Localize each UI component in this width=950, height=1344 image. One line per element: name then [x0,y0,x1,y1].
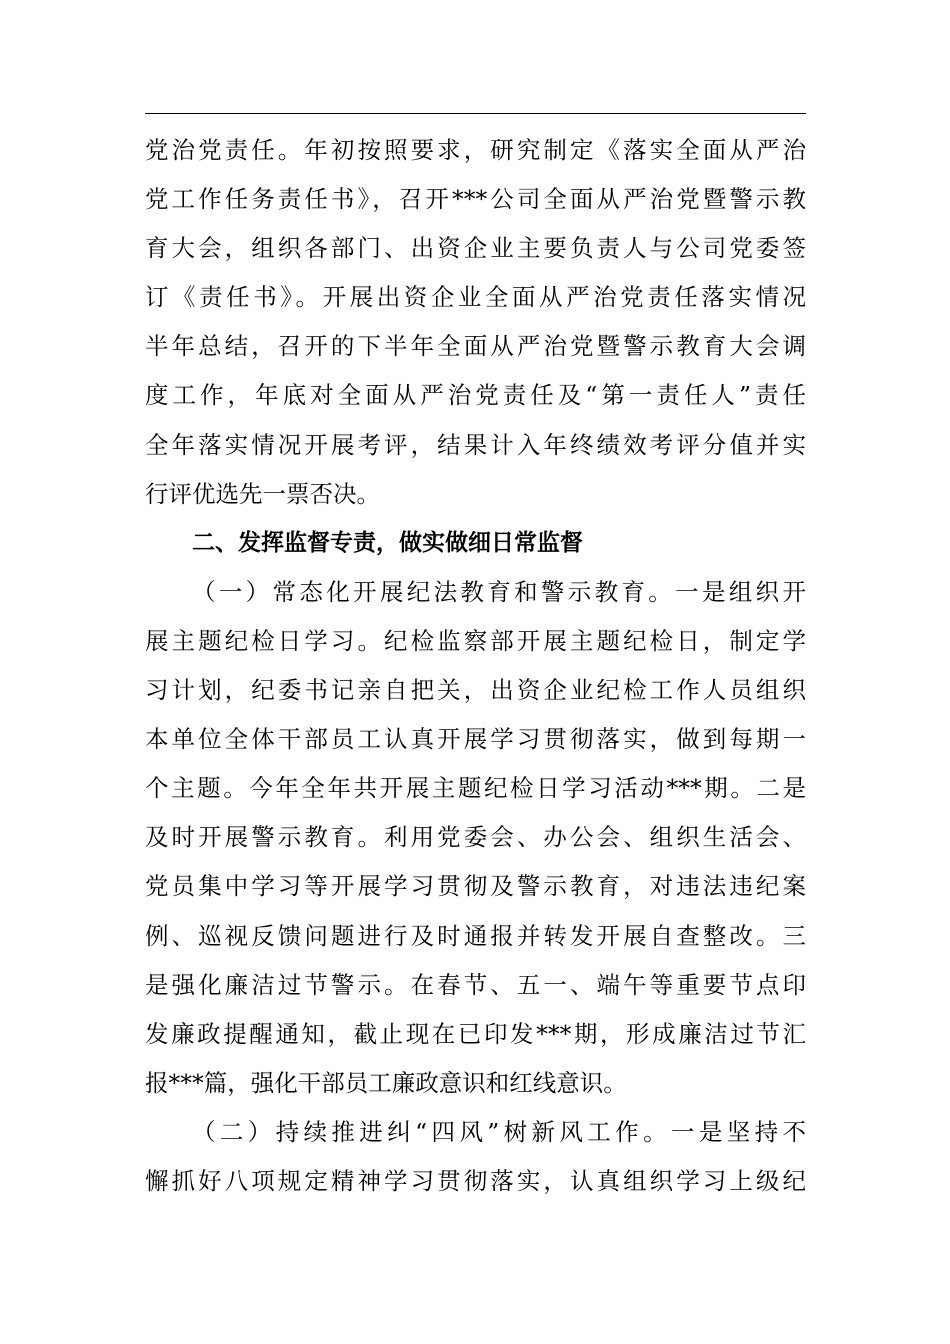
text-line: 育大会，组织各部门、出资企业主要负责人与公司党委签 [145,234,806,263]
section-heading: 二、发挥监督专责，做实做细日常监督 [192,529,583,556]
header-rule [145,113,806,114]
text-line: 订《责任书》。开展出资企业全面从严治党责任落实情况 [145,283,806,312]
text-line: （二）持续推进纠“四风”树新风工作。一是坚持不 [192,1117,806,1146]
text-line: 及时开展警示教育。利用党委会、办公会、组织生活会、 [145,823,806,852]
text-line: 党员集中学习等开展学习贯彻及警示教育，对违法违纪案 [145,872,806,901]
text-line: 全年落实情况开展考评，结果计入年终绩效考评分值并实 [145,430,806,459]
paragraph-3 [145,1108,806,1206]
text-line: 例、巡视反馈问题进行及时通报并转发开展自查整改。三 [145,921,806,950]
text-line: 半年总结，召开的下半年全面从严治党暨警示教育大会调 [145,332,806,361]
text-line: 党工作任务责任书》，召开***公司全面从严治党暨警示教 [145,185,806,214]
document-body [145,126,806,1206]
paragraph-2 [145,568,806,1108]
text-line: 本单位全体干部员工认真开展学习贯彻落实，做到每期一 [145,725,806,754]
text-line: 度工作，年底对全面从严治党责任及“第一责任人”责任 [145,381,806,410]
text-line: 报***篇，强化干部员工廉政意识和红线意识。 [145,1068,627,1097]
paragraph-1 [145,126,806,519]
text-line: 习计划，纪委书记亲自把关，出资企业纪检工作人员组织 [145,676,806,705]
text-line: 个主题。今年全年共开展主题纪检日学习活动***期。二是 [145,774,806,803]
text-line: 党治党责任。年初按照要求，研究制定《落实全面从严治 [145,136,806,164]
text-line: 展主题纪检日学习。纪检监察部开展主题纪检日，制定学 [145,626,806,655]
text-line: （一）常态化开展纪法教育和警示教育。一是组织开 [192,577,806,606]
text-line: 行评优选先一票否决。 [145,479,380,508]
text-line: 懈抓好八项规定精神学习贯彻落实，认真组织学习上级纪 [145,1166,806,1195]
text-line: 是强化廉洁过节警示。在春节、五一、端午等重要节点印 [145,970,806,999]
text-line: 发廉政提醒通知，截止现在已印发***期，形成廉洁过节汇 [145,1019,806,1048]
